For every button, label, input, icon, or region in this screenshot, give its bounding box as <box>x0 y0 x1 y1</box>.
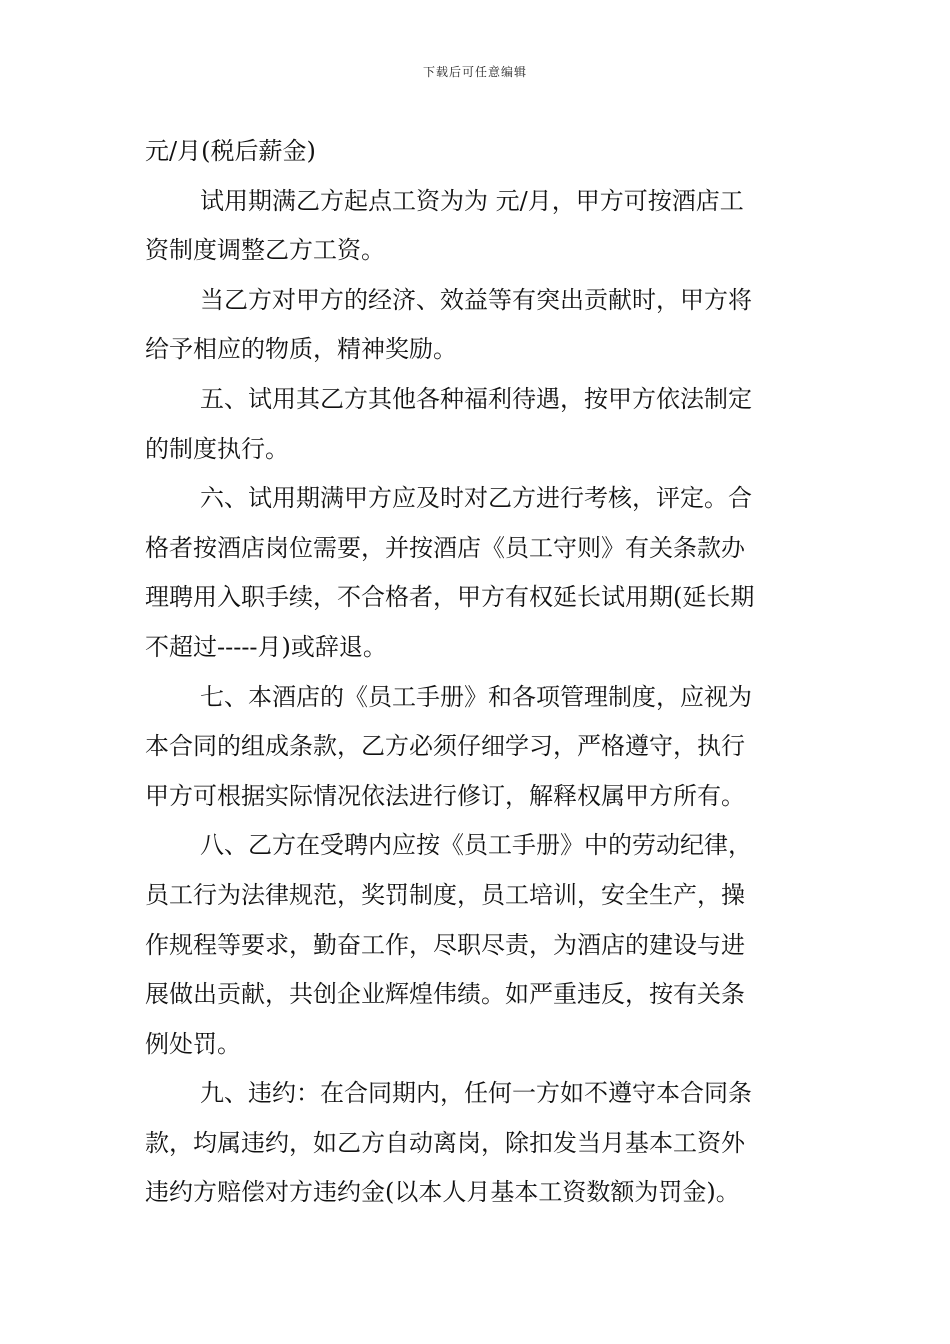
text-line: 五、试用其乙方其他各种福利待遇，按甲方依法制定 <box>200 384 752 413</box>
text-line: 员工行为法律规范，奖罚制度，员工培训，安全生产，操 <box>145 880 745 909</box>
page-header: 下载后可任意编辑 <box>422 65 527 79</box>
text-line: 格者按酒店岗位需要，并按酒店《员工守则》有关条款办 <box>145 533 745 562</box>
text-line: 七、本酒店的《员工手册》和各项管理制度，应视为 <box>200 682 752 711</box>
text-line: 理聘用入职手续，不合格者，甲方有权延长试用期(延长期 <box>145 583 755 612</box>
document-body <box>145 127 810 1218</box>
text-line: 款，均属违约，如乙方自动离岗，除扣发当月基本工资外 <box>145 1128 745 1157</box>
text-line: 元/月(税后薪金) <box>145 137 316 165</box>
text-line: 九、违约：在合同期内，任何一方如不遵守本合同条 <box>200 1079 752 1108</box>
text-line: 当乙方对甲方的经济、效益等有突出贡献时，甲方将 <box>200 285 752 314</box>
text-line: 本合同的组成条款，乙方必须仔细学习，严格遵守，执行 <box>145 732 745 761</box>
text-line: 甲方可根据实际情况依法进行修订，解释权属甲方所有。 <box>145 781 745 810</box>
text-line: 展做出贡献，共创企业辉煌伟绩。如严重违反，按有关条 <box>145 980 745 1009</box>
text-line: 资制度调整乙方工资。 <box>145 236 385 265</box>
text-line: 八、乙方在受聘内应按《员工手册》中的劳动纪律， <box>200 831 752 860</box>
text-line: 例处罚。 <box>145 1029 241 1058</box>
text-line: 给予相应的物质，精神奖励。 <box>145 335 457 364</box>
text-line: 违约方赔偿对方违约金(以本人月基本工资数额为罚金)。 <box>145 1178 740 1207</box>
text-line: 六、试用期满甲方应及时对乙方进行考核，评定。合 <box>200 484 752 513</box>
text-line: 作规程等要求，勤奋工作，尽职尽责，为酒店的建设与进 <box>145 930 745 959</box>
text-line: 不超过-----月)或辞退。 <box>145 632 387 661</box>
text-line: 的制度执行。 <box>145 434 289 463</box>
text-line: 试用期满乙方起点工资为为 元/月，甲方可按酒店工 <box>200 186 744 215</box>
